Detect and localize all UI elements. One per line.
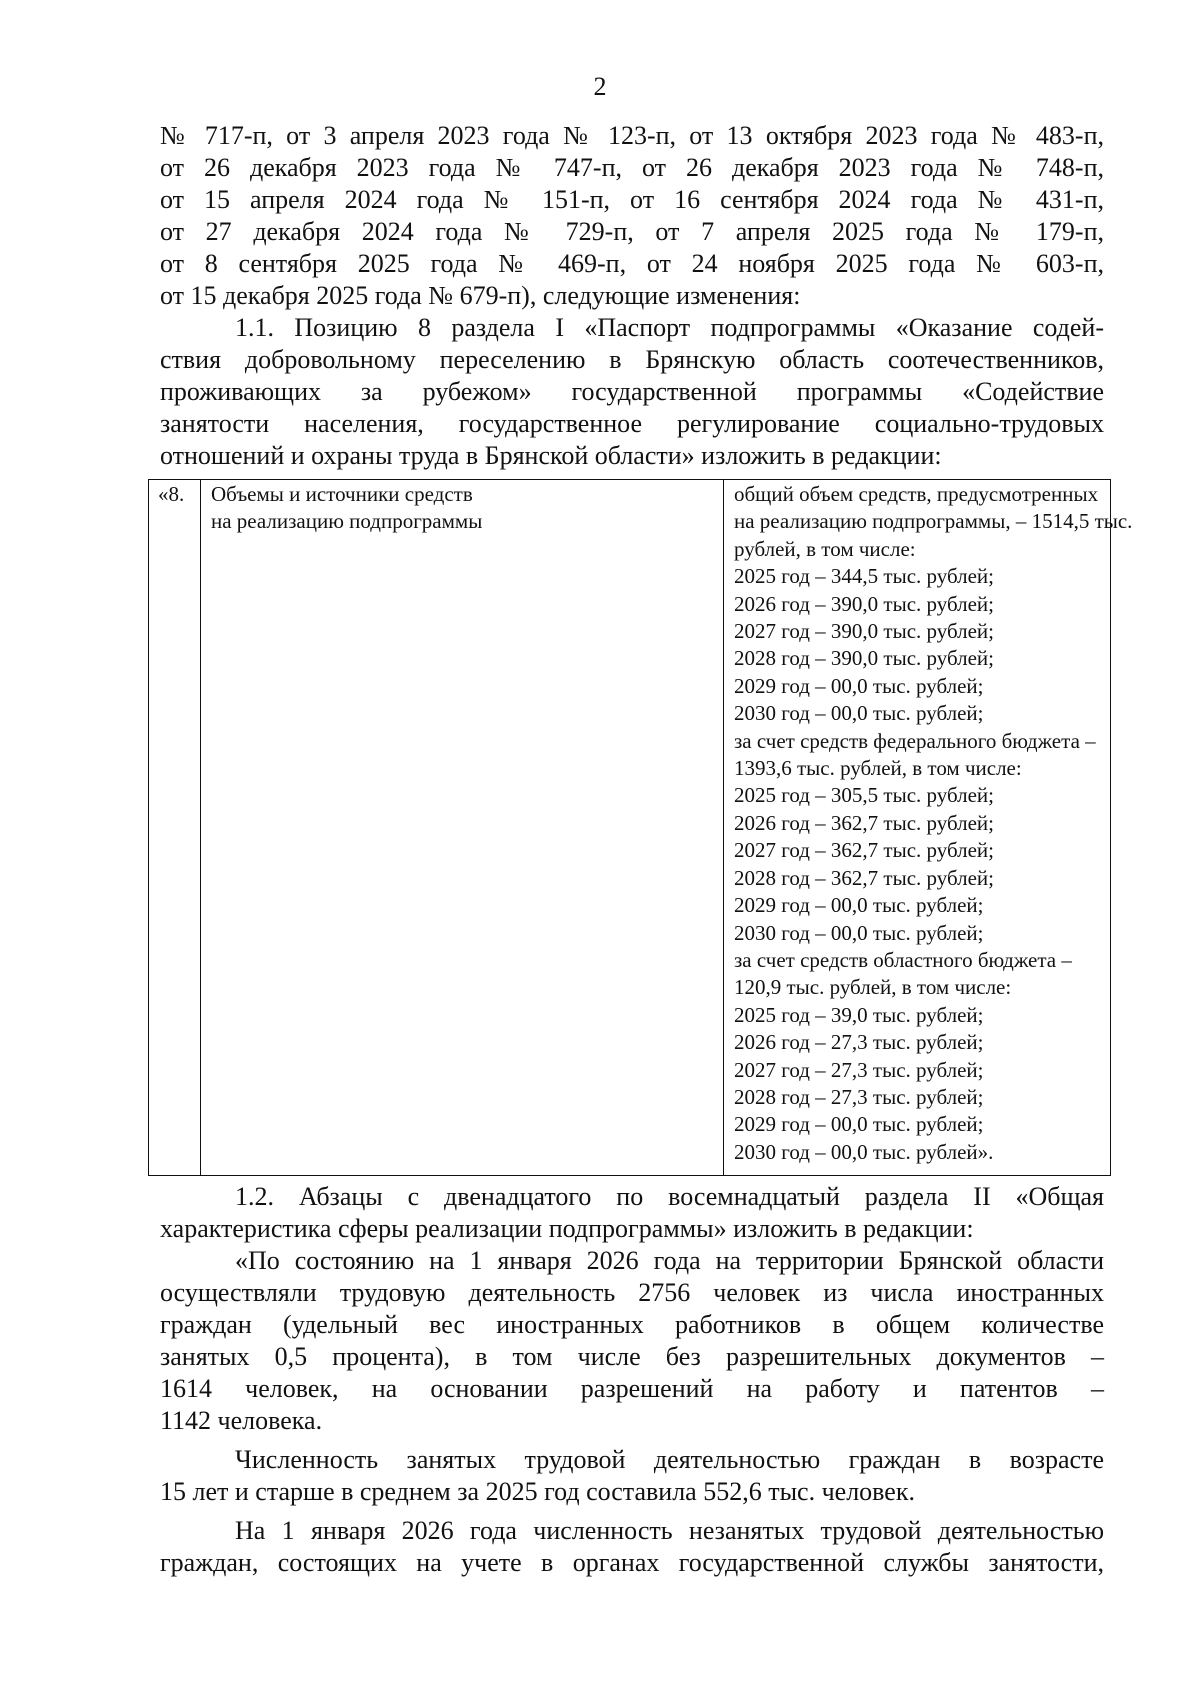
page-number: 2 xyxy=(593,72,607,101)
text-line: занятости населения, государственное регулирование социально-трудовых xyxy=(160,409,1104,438)
table-cell-line: 2028 год – 27,3 тыс. рублей; xyxy=(734,1084,984,1109)
table-cell-line: 2027 год – 362,7 тыс. рублей; xyxy=(734,838,995,863)
employment-paragraph xyxy=(160,1444,1104,1508)
unemployment-paragraph xyxy=(160,1515,1104,1579)
table-cell-line: 1393,6 тыс. рублей, в том числе: xyxy=(734,756,1022,781)
text-line: «По состоянию на 1 января 2026 года на территории Брянской области xyxy=(235,1246,1104,1275)
text-line: граждан, состоящих на учете в органах государственной службы занятости, xyxy=(160,1548,1104,1577)
text-line: 1142 человека. xyxy=(160,1406,323,1435)
text-line: проживающих за рубежом» государственной программы «Содействие xyxy=(160,377,1104,406)
text-line: 1.2. Абзацы с двенадцатого по восемнадцатый раздела II «Общая xyxy=(235,1182,1104,1211)
table-cell-line: Объемы и источники средств xyxy=(211,482,473,506)
text-line: характеристика сферы реализации подпрограммы» изложить в редакции: xyxy=(160,1214,974,1243)
item-1-2-paragraph xyxy=(160,1181,1104,1245)
text-line: от 26 декабря 2023 года № 747-п, от 26 декабря 2023 года № 748-п, xyxy=(160,153,1104,182)
table-cell-line: 2029 год – 00,0 тыс. рублей; xyxy=(734,893,984,918)
text-line: 1.1. Позицию 8 раздела I «Паспорт подпрограммы «Оказание содей- xyxy=(235,313,1104,342)
table-cell-line: на реализацию подпрограммы, – 1514,5 тыс. xyxy=(734,509,1133,534)
table-cell-line: 2025 год – 344,5 тыс. рублей; xyxy=(734,564,995,589)
text-line: Численность занятых трудовой деятельностью граждан в возрасте xyxy=(235,1445,1104,1474)
table-cell-line: 2028 год – 390,0 тыс. рублей; xyxy=(734,646,995,671)
table-row-number-cell xyxy=(149,480,201,1175)
text-line: отношений и охраны труда в Брянской области» изложить в редакции: xyxy=(160,441,942,470)
passport-table xyxy=(148,479,1133,1176)
text-line: от 27 декабря 2024 года № 729-п, от 7 апреля 2025 года № 179-п, xyxy=(160,217,1104,246)
table-cell-line: за счет средств областного бюджета – xyxy=(734,947,1072,972)
text-line: граждан (удельный вес иностранных работников в общем количестве xyxy=(160,1310,1104,1339)
table-cell-line: за счет средств федерального бюджета – xyxy=(734,728,1096,753)
text-line: от 8 сентября 2025 года № 469-п, от 24 ноября 2025 года № 603-п, xyxy=(160,249,1104,278)
table-cell-line: 2025 год – 39,0 тыс. рублей; xyxy=(734,1002,984,1027)
table-cell-line: 2027 год – 27,3 тыс. рублей; xyxy=(734,1057,984,1082)
text-line: занятых 0,5 процента), в том числе без разрешительных документов – xyxy=(160,1342,1104,1371)
table-cell-line: 2029 год – 00,0 тыс. рублей; xyxy=(734,673,984,698)
intro-paragraph xyxy=(160,120,1104,312)
text-line: 1614 человек, на основании разрешений на работу и патентов – xyxy=(160,1374,1104,1403)
text-line: от 15 апреля 2024 года № 151-п, от 16 сентября 2024 года № 431-п, xyxy=(160,185,1104,214)
row-number: «8. xyxy=(158,482,185,506)
table-cell-line: 120,9 тыс. рублей, в том числе: xyxy=(734,975,1012,1000)
table-name-cell xyxy=(201,480,724,1175)
item-1-2-section xyxy=(160,1181,1104,1579)
table-cell-line: общий объем средств, предусмотренных xyxy=(734,482,1099,506)
text-line: На 1 января 2026 года численность незанятых трудовой деятельностью xyxy=(235,1516,1104,1545)
table-cell-line: 2030 год – 00,0 тыс. рублей». xyxy=(734,1139,994,1164)
table-cell-line: 2030 год – 00,0 тыс. рублей; xyxy=(734,920,984,945)
text-line: осуществляли трудовую деятельность 2756 человек из числа иностранных xyxy=(160,1278,1104,1307)
text-line: ствия добровольному переселению в Брянскую область соотечественников, xyxy=(160,345,1104,374)
table-cell-line: 2030 год – 00,0 тыс. рублей; xyxy=(734,701,984,726)
table-cell-line: 2025 год – 305,5 тыс. рублей; xyxy=(734,783,995,808)
table-cell-line: 2028 год – 362,7 тыс. рублей; xyxy=(734,865,995,890)
table-cell-line: рублей, в том числе: xyxy=(734,536,916,561)
table-cell-line: 2027 год – 390,0 тыс. рублей; xyxy=(734,619,995,644)
table-cell-line: 2029 год – 00,0 тыс. рублей; xyxy=(734,1112,984,1137)
table-cell-line: 2026 год – 390,0 тыс. рублей; xyxy=(734,591,995,616)
text-line: от 15 декабря 2025 года № 679-п), следующие изменения: xyxy=(160,281,801,310)
foreign-workers-paragraph xyxy=(160,1245,1104,1437)
table-value-cell xyxy=(724,480,1133,1175)
table-cell-line: 2026 год – 27,3 тыс. рублей; xyxy=(734,1030,984,1055)
text-line: № 717-п, от 3 апреля 2023 года № 123-п, от 13 октября 2023 года № 483-п, xyxy=(160,121,1104,150)
table-cell-line: 2026 год – 362,7 тыс. рублей; xyxy=(734,810,995,835)
text-line: 15 лет и старше в среднем за 2025 год составила 552,6 тыс. человек. xyxy=(160,1477,915,1506)
item-1-1-paragraph xyxy=(160,312,1104,472)
table-cell-line: на реализацию подпрограммы xyxy=(211,509,483,534)
